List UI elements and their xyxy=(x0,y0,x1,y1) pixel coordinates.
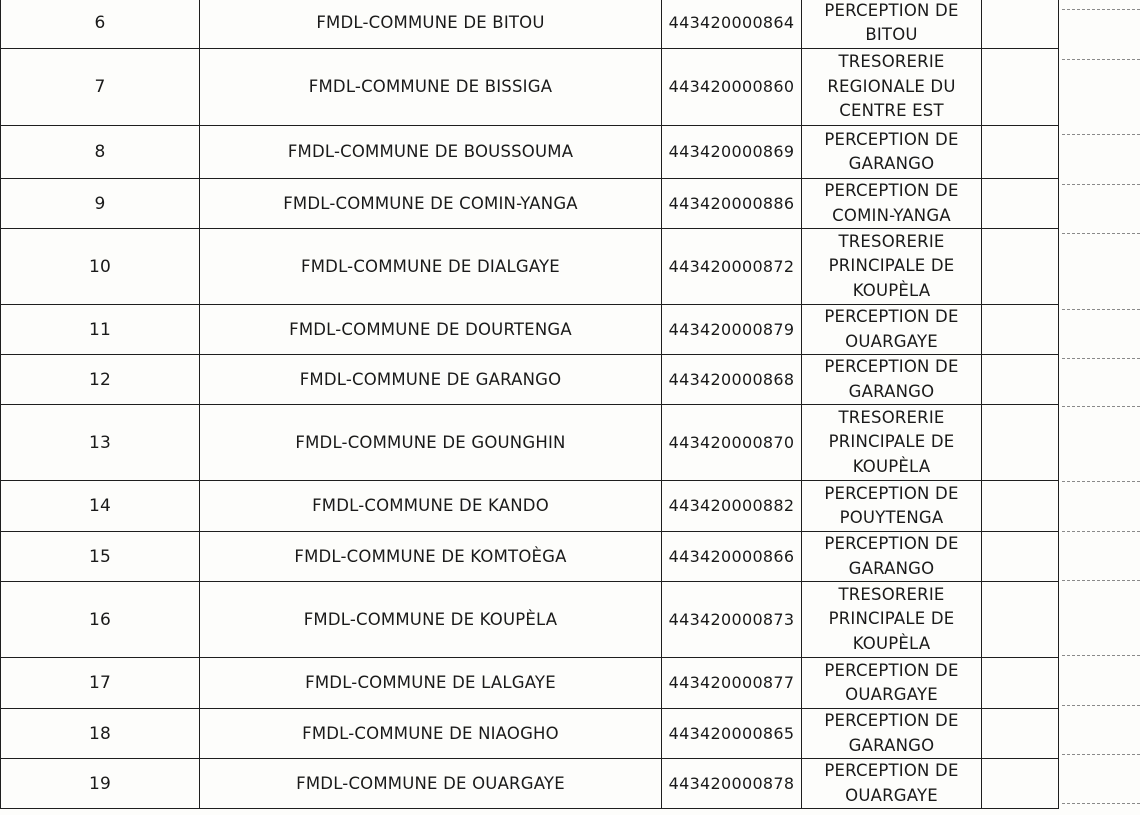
row-number: 11 xyxy=(1,305,200,355)
account-number: 443420000879 xyxy=(662,305,802,355)
commune-name: FMDL-COMMUNE DE DIALGAYE xyxy=(200,229,662,305)
row-number: 13 xyxy=(1,405,200,481)
table-row xyxy=(1,658,1059,709)
account-number: 443420000868 xyxy=(662,355,802,405)
dashed-rule xyxy=(1062,233,1140,234)
table-row xyxy=(1,179,1059,229)
account-number: 443420000878 xyxy=(662,759,802,809)
treasury-office: PERCEPTION DE OUARGAYE xyxy=(802,759,982,809)
commune-name: FMDL-COMMUNE DE DOURTENGA xyxy=(200,305,662,355)
table-row xyxy=(1,0,1059,49)
commune-name: FMDL-COMMUNE DE OUARGAYE xyxy=(200,759,662,809)
row-number: 18 xyxy=(1,709,200,759)
dashed-rule xyxy=(1062,531,1140,532)
commune-name: FMDL-COMMUNE DE NIAOGHO xyxy=(200,709,662,759)
table-row xyxy=(1,709,1059,759)
commune-name: FMDL-COMMUNE DE COMIN-YANGA xyxy=(200,179,662,229)
commune-name: FMDL-COMMUNE DE KOMTOÈGA xyxy=(200,532,662,582)
empty-cell xyxy=(982,582,1059,658)
dashed-rule xyxy=(1062,754,1140,755)
empty-cell xyxy=(982,532,1059,582)
empty-cell xyxy=(982,179,1059,229)
dashed-rule xyxy=(1062,803,1140,804)
dashed-rule xyxy=(1062,9,1140,10)
table-row xyxy=(1,532,1059,582)
dashed-rule xyxy=(1062,580,1140,581)
table-row xyxy=(1,481,1059,532)
commune-name: FMDL-COMMUNE DE KOUPÈLA xyxy=(200,582,662,658)
row-number: 9 xyxy=(1,179,200,229)
row-number: 12 xyxy=(1,355,200,405)
account-number: 443420000873 xyxy=(662,582,802,658)
treasury-office: PERCEPTION DE GARANGO xyxy=(802,709,982,759)
empty-cell xyxy=(982,481,1059,532)
row-number: 7 xyxy=(1,49,200,126)
table-body xyxy=(1,0,1059,809)
empty-cell xyxy=(982,709,1059,759)
row-number: 16 xyxy=(1,582,200,658)
table-row xyxy=(1,405,1059,481)
empty-cell xyxy=(982,405,1059,481)
table-row xyxy=(1,582,1059,658)
treasury-office: PERCEPTION DE GARANGO xyxy=(802,355,982,405)
commune-name: FMDL-COMMUNE DE BITOU xyxy=(200,0,662,49)
dashed-rule xyxy=(1062,59,1140,60)
row-number: 17 xyxy=(1,658,200,709)
empty-cell xyxy=(982,126,1059,179)
account-number: 443420000882 xyxy=(662,481,802,532)
account-number: 443420000865 xyxy=(662,709,802,759)
treasury-office: TRESORERIE REGIONALE DU CENTRE EST xyxy=(802,49,982,126)
treasury-office: PERCEPTION DE COMIN-YANGA xyxy=(802,179,982,229)
treasury-office: PERCEPTION DE GARANGO xyxy=(802,532,982,582)
empty-cell xyxy=(982,759,1059,809)
treasury-office: PERCEPTION DE GARANGO xyxy=(802,126,982,179)
commune-name: FMDL-COMMUNE DE GARANGO xyxy=(200,355,662,405)
empty-cell xyxy=(982,355,1059,405)
account-number: 443420000886 xyxy=(662,179,802,229)
commune-name: FMDL-COMMUNE DE LALGAYE xyxy=(200,658,662,709)
dashed-rule xyxy=(1062,406,1140,407)
dashed-rule xyxy=(1062,705,1140,706)
dashed-rule xyxy=(1062,655,1140,656)
row-number: 19 xyxy=(1,759,200,809)
treasury-office: PERCEPTION DE POUYTENGA xyxy=(802,481,982,532)
dashed-rule xyxy=(1062,184,1140,185)
table-row xyxy=(1,126,1059,179)
row-number: 8 xyxy=(1,126,200,179)
account-number: 443420000866 xyxy=(662,532,802,582)
account-number: 443420000872 xyxy=(662,229,802,305)
treasury-office: TRESORERIE PRINCIPALE DE KOUPÈLA xyxy=(802,229,982,305)
row-number: 14 xyxy=(1,481,200,532)
account-number: 443420000860 xyxy=(662,49,802,126)
treasury-office: TRESORERIE PRINCIPALE DE KOUPÈLA xyxy=(802,405,982,481)
account-number: 443420000877 xyxy=(662,658,802,709)
dashed-rule xyxy=(1062,481,1140,482)
account-number: 443420000870 xyxy=(662,405,802,481)
treasury-office: PERCEPTION DE BITOU xyxy=(802,0,982,49)
dashed-rule xyxy=(1062,134,1140,135)
row-number: 6 xyxy=(1,0,200,49)
table-row xyxy=(1,305,1059,355)
dashed-rule xyxy=(1062,309,1140,310)
table-row xyxy=(1,759,1059,809)
commune-name: FMDL-COMMUNE DE KANDO xyxy=(200,481,662,532)
empty-cell xyxy=(982,305,1059,355)
empty-cell xyxy=(982,229,1059,305)
table-row xyxy=(1,355,1059,405)
empty-cell xyxy=(982,0,1059,49)
table-row xyxy=(1,229,1059,305)
account-number: 443420000864 xyxy=(662,0,802,49)
commune-name: FMDL-COMMUNE DE BOUSSOUMA xyxy=(200,126,662,179)
commune-name: FMDL-COMMUNE DE BISSIGA xyxy=(200,49,662,126)
account-number: 443420000869 xyxy=(662,126,802,179)
treasury-office: PERCEPTION DE OUARGAYE xyxy=(802,305,982,355)
row-number: 15 xyxy=(1,532,200,582)
dashed-rule xyxy=(1062,358,1140,359)
treasury-office: PERCEPTION DE OUARGAYE xyxy=(802,658,982,709)
row-number: 10 xyxy=(1,229,200,305)
treasury-office: TRESORERIE PRINCIPALE DE KOUPÈLA xyxy=(802,582,982,658)
table-row xyxy=(1,49,1059,126)
empty-cell xyxy=(982,49,1059,126)
empty-cell xyxy=(982,658,1059,709)
commune-name: FMDL-COMMUNE DE GOUNGHIN xyxy=(200,405,662,481)
